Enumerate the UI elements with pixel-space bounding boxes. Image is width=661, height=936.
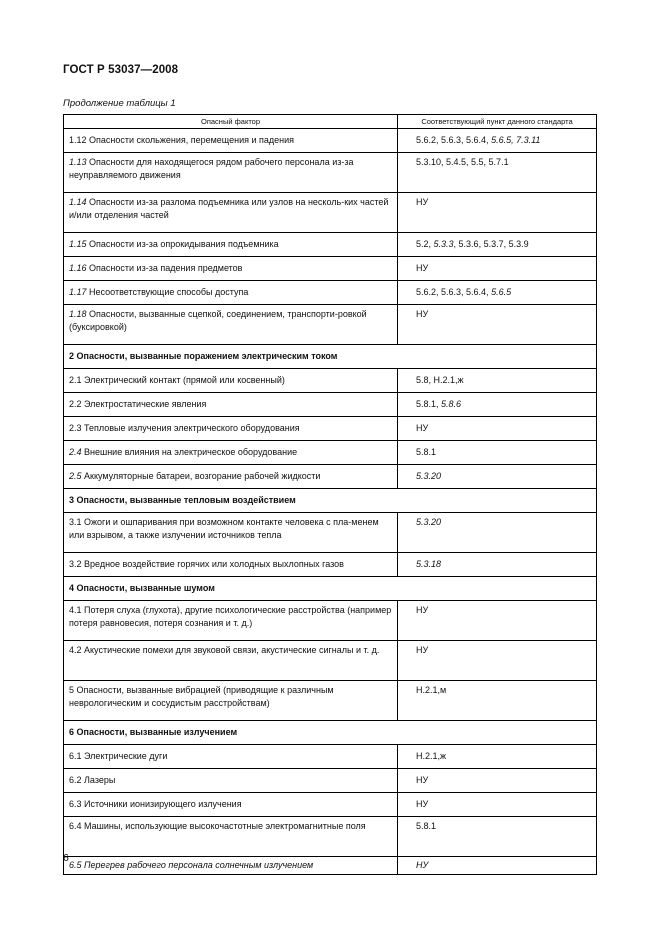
table-caption: Продолжение таблицы 1 bbox=[63, 98, 176, 109]
section-row bbox=[64, 577, 597, 601]
table-row bbox=[64, 369, 597, 393]
hazard-table bbox=[63, 114, 597, 875]
clause-cell: 5.3.20 bbox=[398, 513, 597, 553]
factor-cell: 6.5 Перегрев рабочего персонала солнечным излучением bbox=[64, 857, 398, 875]
clause-cell: НУ bbox=[398, 793, 597, 817]
clause-cell: 5.3.10, 5.4.5, 5.5, 5.7.1 bbox=[398, 153, 597, 193]
factor-cell: 4.2 Акустические помехи для звуковой связи, акустические сигналы и т. д. bbox=[64, 641, 398, 681]
page-number: 6 bbox=[63, 852, 69, 864]
table-row bbox=[64, 281, 597, 305]
table-row bbox=[64, 129, 597, 153]
clause-cell: НУ bbox=[398, 417, 597, 441]
table-row bbox=[64, 233, 597, 257]
factor-cell: 3.2 Вредное воздействие горячих или холодных выхлопных газов bbox=[64, 553, 398, 577]
column-header-factor: Опасный фактор bbox=[64, 115, 398, 129]
factor-cell: 6.1 Электрические дуги bbox=[64, 745, 398, 769]
factor-cell: 1.12 Опасности скольжения, перемещения и падения bbox=[64, 129, 398, 153]
table-row bbox=[64, 257, 597, 281]
clause-cell: 5.6.2, 5.6.3, 5.6.4, 5.6.5, 7.3.11 bbox=[398, 129, 597, 153]
table-row bbox=[64, 641, 597, 681]
table-row bbox=[64, 305, 597, 345]
section-row bbox=[64, 489, 597, 513]
column-header-clause: Соответствующий пункт данного стандарта bbox=[398, 115, 597, 129]
table-header-row bbox=[64, 115, 597, 129]
factor-cell: 1.15 Опасности из-за опрокидывания подъемника bbox=[64, 233, 398, 257]
factor-cell: 6.3 Источники ионизирующего излучения bbox=[64, 793, 398, 817]
document-id: ГОСТ Р 53037—2008 bbox=[63, 64, 179, 76]
section-row bbox=[64, 721, 597, 745]
factor-cell: 1.14 Опасности из-за разлома подъемника или узлов на несколь-ких частей и/или отделения частей bbox=[64, 193, 398, 233]
factor-cell: 5 Опасности, вызванные вибрацией (приводящие к различным неврологическим и сосудистым расстройствам) bbox=[64, 681, 398, 721]
table-row bbox=[64, 745, 597, 769]
clause-cell: НУ bbox=[398, 769, 597, 793]
clause-cell: НУ bbox=[398, 641, 597, 681]
clause-cell: 5.2, 5.3.3, 5.3.6, 5.3.7, 5.3.9 bbox=[398, 233, 597, 257]
clause-cell: НУ bbox=[398, 857, 597, 875]
section-heading: 2 Опасности, вызванные поражением электрическим током bbox=[64, 345, 597, 369]
table-row bbox=[64, 441, 597, 465]
clause-cell: 5.8.1 bbox=[398, 441, 597, 465]
table-row bbox=[64, 417, 597, 441]
clause-cell: НУ bbox=[398, 601, 597, 641]
factor-cell: 2.4 Внешние влияния на электрическое оборудование bbox=[64, 441, 398, 465]
factor-cell: 2.1 Электрический контакт (прямой или косвенный) bbox=[64, 369, 398, 393]
clause-cell: Н.2.1,ж bbox=[398, 745, 597, 769]
table-row bbox=[64, 793, 597, 817]
section-heading: 4 Опасности, вызванные шумом bbox=[64, 577, 597, 601]
factor-cell: 3.1 Ожоги и ошпаривания при возможном контакте человека с пла-менем или взрывом, а также излучении источников тепла bbox=[64, 513, 398, 553]
table-row bbox=[64, 601, 597, 641]
table-row bbox=[64, 769, 597, 793]
table-row bbox=[64, 513, 597, 553]
factor-cell: 6.4 Машины, использующие высокочастотные электромагнитные поля bbox=[64, 817, 398, 857]
table-row bbox=[64, 817, 597, 857]
factor-cell: 1.16 Опасности из-за падения предметов bbox=[64, 257, 398, 281]
factor-cell: 6.2 Лазеры bbox=[64, 769, 398, 793]
table-row bbox=[64, 553, 597, 577]
factor-cell: 1.17 Несоответствующие способы доступа bbox=[64, 281, 398, 305]
clause-cell: 5.6.2, 5.6.3, 5.6.4, 5.6.5 bbox=[398, 281, 597, 305]
clause-cell: НУ bbox=[398, 305, 597, 345]
factor-cell: 2.2 Электростатические явления bbox=[64, 393, 398, 417]
section-row bbox=[64, 345, 597, 369]
clause-cell: 5.8.1 bbox=[398, 817, 597, 857]
table-row bbox=[64, 193, 597, 233]
section-heading: 3 Опасности, вызванные тепловым воздействием bbox=[64, 489, 597, 513]
clause-cell: НУ bbox=[398, 257, 597, 281]
factor-cell: 2.3 Тепловые излучения электрического оборудования bbox=[64, 417, 398, 441]
clause-cell: 5.8, Н.2.1,ж bbox=[398, 369, 597, 393]
table-row bbox=[64, 153, 597, 193]
section-heading: 6 Опасности, вызванные излучением bbox=[64, 721, 597, 745]
clause-cell: 5.3.18 bbox=[398, 553, 597, 577]
factor-cell: 2.5 Аккумуляторные батареи, возгорание рабочей жидкости bbox=[64, 465, 398, 489]
table-row bbox=[64, 393, 597, 417]
table-row bbox=[64, 681, 597, 721]
table-row bbox=[64, 857, 597, 875]
clause-cell: НУ bbox=[398, 193, 597, 233]
factor-cell: 1.18 Опасности, вызванные сцепкой, соединением, транспорти-ровкой (буксировкой) bbox=[64, 305, 398, 345]
clause-cell: 5.3.20 bbox=[398, 465, 597, 489]
factor-cell: 4.1 Потеря слуха (глухота), другие психологические расстройства (например потеря равновесия, потеря сознания и т. д.) bbox=[64, 601, 398, 641]
clause-cell: Н.2.1,м bbox=[398, 681, 597, 721]
table-row bbox=[64, 465, 597, 489]
clause-cell: 5.8.1, 5.8.6 bbox=[398, 393, 597, 417]
factor-cell: 1.13 Опасности для находящегося рядом рабочего персонала из-за неуправляемого движения bbox=[64, 153, 398, 193]
